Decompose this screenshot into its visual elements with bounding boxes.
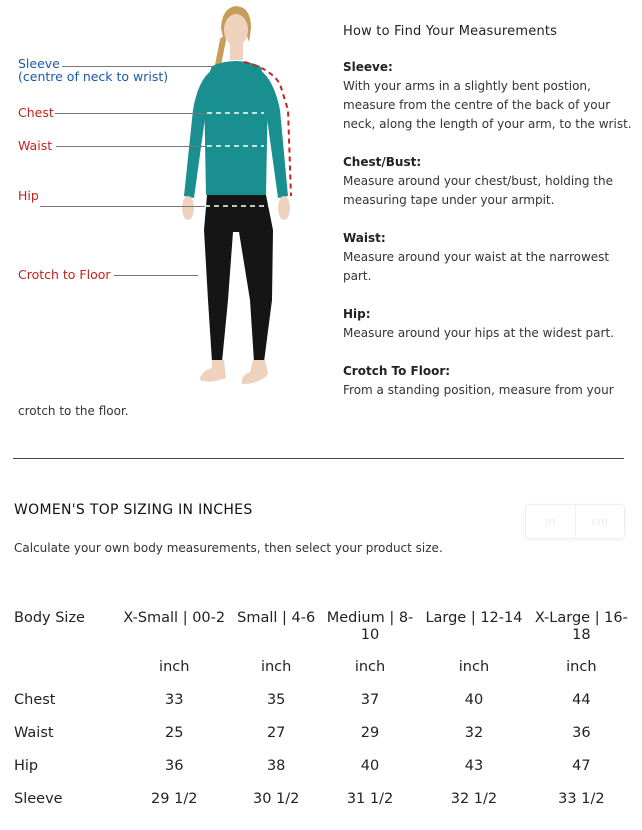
sizing-intro: Calculate your own body measurements, then select your product size. [14, 541, 443, 555]
table-cell: 37 [360, 692, 380, 708]
guide-waist-text: Measure around your waist at the narrowest part. [343, 250, 610, 283]
table-cell: 47 [572, 758, 591, 774]
table-cell: 44 [572, 692, 591, 708]
unit-toggle[interactable] [525, 504, 625, 539]
header-small: Small | 4-6 [237, 610, 316, 626]
table-cell: 40 [360, 758, 380, 774]
header-medium-line2: 10 [360, 627, 380, 643]
table-cell: 27 [266, 725, 286, 741]
unit-toggle-cm[interactable]: cm [575, 505, 625, 538]
header-xlarge-line1: X-Large | 16- [534, 610, 628, 626]
guide-sleeve-title: Sleeve: [343, 60, 393, 74]
header-xsmall: X-Small | 00-2 [123, 610, 226, 626]
header-medium [321, 610, 419, 659]
row-label: Hip [14, 758, 39, 774]
table-cell: 33 [165, 692, 184, 708]
guide-crotch-title: Crotch To Floor: [343, 364, 451, 378]
table-cell [8, 659, 117, 692]
table-cell: 30 1/2 [252, 791, 300, 807]
sleeve-note-label: (centre of neck to wrist) [18, 69, 169, 84]
table-row-chest [8, 692, 634, 725]
sleeve-label: Sleeve [18, 56, 60, 71]
guide-chest-text: Measure around your chest/bust, holding the measuring tape under your armpit. [343, 174, 613, 207]
table-cell: 35 [266, 692, 286, 708]
table-row-waist [8, 725, 634, 758]
guide-sleeve [343, 58, 635, 134]
unit-cell: inch [159, 659, 190, 675]
guide-hip-text: Measure around your hips at the widest part. [343, 326, 614, 340]
guide-waist [343, 229, 635, 286]
guide-crotch [343, 362, 635, 400]
crotch-leader-line [114, 275, 198, 276]
model-figure [150, 0, 320, 400]
table-cell: 32 1/2 [450, 791, 498, 807]
model-shirt [204, 61, 268, 198]
waist-label: Waist [18, 138, 53, 153]
guide-waist-title: Waist: [343, 231, 386, 245]
size-table [8, 610, 634, 824]
sizing-title: WOMEN'S TOP SIZING IN INCHES [14, 502, 253, 518]
model-right-hand [278, 196, 290, 220]
table-cell: 40 [464, 692, 484, 708]
table-cell: 36 [165, 758, 184, 774]
chest-leader-line [55, 113, 207, 114]
guide-hip [343, 305, 635, 343]
sleeve-leader-line [62, 66, 217, 67]
table-cell: 31 1/2 [346, 791, 394, 807]
row-label: Chest [14, 692, 56, 708]
table-cell: 36 [572, 725, 591, 741]
section-divider [13, 458, 624, 459]
unit-cell: inch [566, 659, 597, 675]
unit-cell: inch [458, 659, 490, 675]
table-row-hip [8, 758, 634, 791]
unit-cell: inch [260, 659, 292, 675]
chest-label: Chest [18, 105, 54, 120]
crotch-label: Crotch to Floor [18, 267, 111, 282]
row-label: Waist [14, 725, 54, 741]
guide-hip-title: Hip: [343, 307, 371, 321]
guide-title: How to Find Your Measurements [343, 24, 558, 39]
table-cell: 29 1/2 [151, 791, 198, 807]
row-label: Sleeve [14, 791, 63, 807]
model-left-foot [200, 360, 226, 382]
size-table-unit-row [8, 659, 634, 692]
guide-chest-title: Chest/Bust: [343, 155, 422, 169]
guide-crotch-text: From a standing position, measure from your [343, 383, 614, 397]
hip-leader-line [40, 206, 205, 207]
model-neck [230, 42, 243, 60]
header-xlarge [529, 610, 634, 659]
waist-leader-line [56, 146, 207, 147]
model-right-foot [242, 360, 268, 384]
guide-sleeve-text: With your arms in a slightly bent postion, measure from the centre of the back of your neck, along the length of your arm, to the wrist. [343, 79, 632, 131]
table-cell: 25 [165, 725, 184, 741]
header-medium-line1: Medium | 8- [326, 610, 414, 626]
table-cell: 29 [360, 725, 380, 741]
table-cell: 33 1/2 [558, 791, 605, 807]
measurement-guide [343, 22, 635, 419]
size-table-header-row [8, 610, 634, 659]
table-cell: 38 [266, 758, 286, 774]
header-body-size: Body Size [14, 610, 85, 626]
table-cell: 32 [464, 725, 484, 741]
hip-label: Hip [18, 188, 39, 203]
unit-cell: inch [354, 659, 386, 675]
guide-chest [343, 153, 635, 210]
header-xlarge-line2: 18 [572, 627, 591, 643]
model-leggings [204, 195, 273, 362]
model-left-hand [182, 196, 194, 220]
header-large: Large | 12-14 [425, 610, 523, 626]
model-face [224, 14, 248, 46]
table-row-sleeve [8, 791, 634, 824]
unit-toggle-inch[interactable]: in [545, 515, 556, 528]
table-cell: 43 [464, 758, 484, 774]
guide-crotch-text-tail: crotch to the floor. [18, 404, 129, 418]
